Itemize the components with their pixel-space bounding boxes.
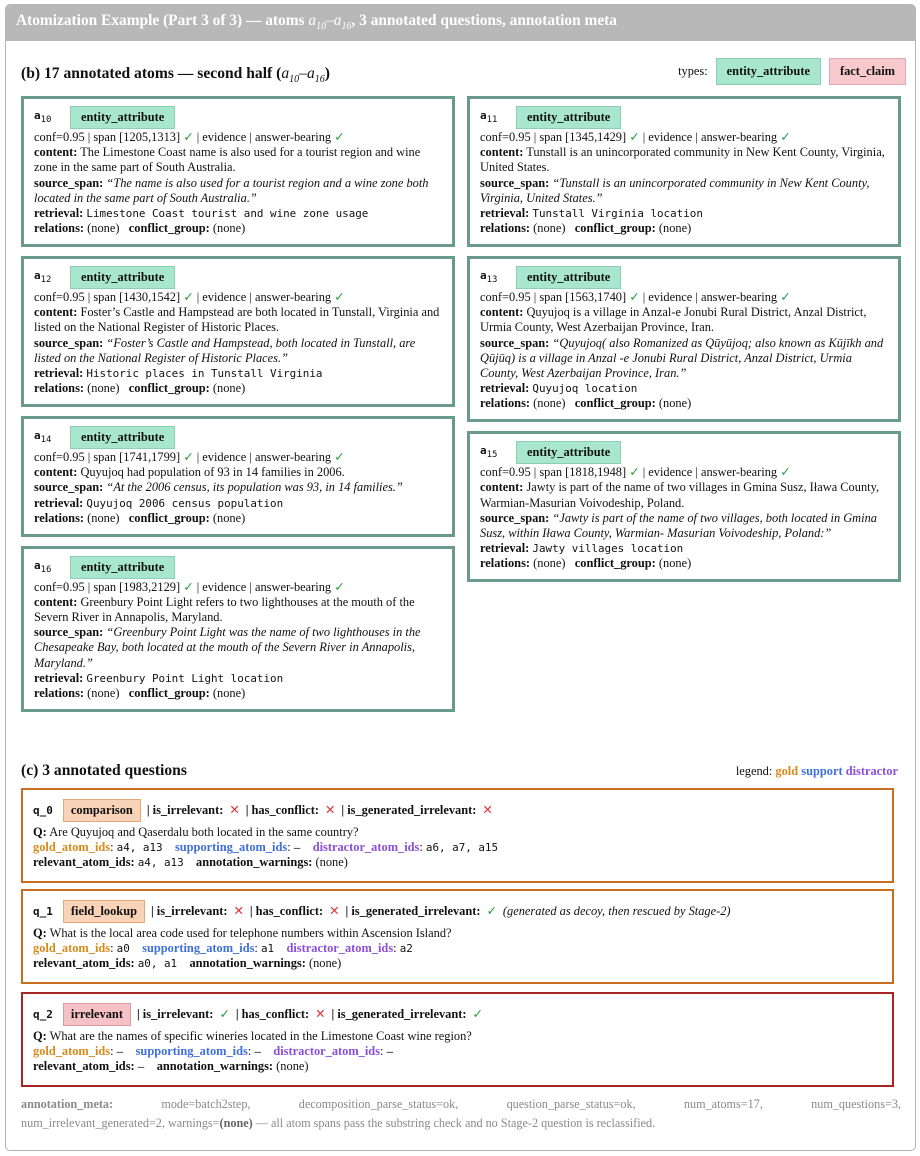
check-icon: ✓ [629,465,640,480]
question-type-badge: comparison [63,799,141,822]
atom-id [480,269,510,286]
question-id: q_2 [33,1007,53,1021]
annotation-meta [21,1095,901,1133]
atom-card [467,431,901,582]
conflict-group-value: (none) [212,685,246,700]
atom-card [21,96,455,247]
atom-source-row [480,511,888,541]
atom-retrieval-row [480,381,888,396]
atom-relations-row [34,511,442,526]
atom-conf-row [34,130,442,145]
atom-evidence-label: | evidence | answer-bearing [196,450,332,465]
atom-relations-row [34,686,442,701]
source-span-label: source_span: [34,335,104,350]
atom-type-badge: entity_attribute [70,556,175,579]
atom-type-badge: entity_attribute [516,441,621,464]
flag-label: | is_generated_irrelevant: [341,803,477,817]
conflict-group-label: conflict_group: [128,685,210,700]
atom-content: Quyujoq had population of 93 in 14 families in 2006. [80,465,345,480]
retrieval-label: retrieval: [34,365,84,380]
question-card [21,889,894,984]
source-span-label: source_span: [480,175,550,190]
relevant-ids-value: a4, a13 [137,856,184,870]
title-text-post: , 3 annotated questions, annotation meta [351,12,617,29]
atom-content: Foster’s Castle and Hampstead are both located in Tunstall, Virginia and listed on the National Register of Historic Places. [34,305,440,335]
relevant-ids-value: — [137,1060,145,1074]
atom-source-span: “Greenbury Point Light was the name of two lighthouses in the Chesapeake Bay, both located at the mouth of the Severn River in Annapolis, Maryland.” [34,625,421,670]
atom-card [21,256,455,407]
question-relevant-row [33,855,882,870]
source-span-label: source_span: [480,510,550,525]
question-ids-row: gold_atom_ids: — supporting_atom_ids: — distractor_atom_ids: — [33,1044,394,1059]
atom-source-span: “Quyujoq( also Romanized as Qūyūjoq; also known as Kūjīkh and Qūjūq) is a village in Anzal -e Jonubi Rural District, Anzal District, Urmia County, West Azerbaijan Province, Iran.” [480,335,884,380]
section-b-heading [21,64,330,86]
flag-label: | is_generated_irrelevant: [331,1007,467,1021]
atom-retrieval: Jawty villages location [532,541,684,555]
check-icon: ✓ [183,450,194,465]
relations-label: relations: [34,685,85,700]
source-span-label: source_span: [34,625,104,640]
legend-label: legend: [735,764,773,778]
question-q-label: Q: [33,926,47,941]
question-legend [736,764,898,779]
atom-header [480,106,888,129]
source-span-label: source_span: [34,175,104,190]
section-b-heading-close: ) [324,65,330,82]
atom-content: Jawty is part of the name of two villages in Gmina Susz, Iława County, Warmian-Masurian Voivodeship, Poland. [480,480,880,510]
content-label: content: [34,305,78,320]
distractor-ids-label: distractor_atom_ids [312,840,420,855]
check-icon: ✓ [780,290,791,305]
legend-gold: gold [775,764,799,778]
atom-id-index: 12 [40,275,52,286]
question-text: What are the names of specific wineries located in the Limestone Coast wine region? [49,1029,472,1044]
question-type-badge: irrelevant [63,1003,131,1026]
relations-value: (none) [533,220,566,235]
conflict-group-value: (none) [658,220,692,235]
check-icon: ✓ [334,450,345,465]
atom-id-letter: a [480,268,487,282]
content-label: content: [34,465,78,480]
relations-label: relations: [34,220,85,235]
atom-conf-span: conf=0.95 | span [1983,2129] [34,579,181,594]
atom-id-letter: a [34,108,41,122]
atom-retrieval: Quyujoq location [532,381,638,395]
relevant-ids-label: relevant_atom_ids: [33,956,135,971]
question-ids-row: gold_atom_ids: a0 supporting_atom_ids: a1 distractor_atom_ids: a2 [33,941,413,956]
atom-header [480,441,888,464]
atom-id [480,444,510,461]
atom-conf-span: conf=0.95 | span [1430,1542] [34,290,181,305]
warnings-label: annotation_warnings: [196,855,313,870]
atom-card [21,416,455,537]
conflict-group-label: conflict_group: [574,396,656,410]
conflict-group-value: (none) [658,396,692,410]
conflict-group-label: conflict_group: [574,556,656,570]
atom-type-badge: entity_attribute [516,266,621,289]
conflict-group-label: conflict_group: [128,380,210,395]
atom-id-index: 11 [486,115,498,126]
check-icon: ✓ [629,130,640,145]
retrieval-label: retrieval: [34,670,84,685]
atom-retrieval: Quyujoq 2006 census population [86,496,284,510]
atom-source-span: “Tunstall is an unincorporated community in New Kent County, Virginia, United States.” [480,175,870,205]
conflict-group-label: conflict_group: [574,220,656,235]
supporting-ids-label: supporting_atom_ids [174,840,288,855]
content-label: content: [34,595,78,609]
check-icon: ✓ [780,465,791,480]
atom-source-span: “Foster’s Castle and Hampstead, both located in Tunstall, are listed on the National Register of Historic Places.” [34,335,416,365]
atom-content-row [34,465,442,480]
atom-evidence-label: | evidence | answer-bearing [642,290,778,305]
relations-value: (none) [87,510,120,525]
atom-retrieval-row [480,206,888,221]
atom-id [34,559,64,576]
check-icon: ✓ [183,579,194,594]
atom-retrieval-row [34,206,442,221]
atoms-column-left [21,96,455,721]
relations-value: (none) [87,220,120,235]
atom-relations-row [480,221,888,236]
meta-warnings-value: (none) [219,1115,253,1130]
relations-label: relations: [480,556,531,570]
atom-relations-row [34,221,442,236]
gold-ids-label: gold_atom_ids [33,840,111,855]
atom-card [467,256,901,422]
question-header [33,900,882,923]
content-label: content: [480,480,524,495]
flag-label: | has_conflict: [245,803,319,817]
question-q-label: Q: [33,825,47,840]
question-text-row [33,926,882,941]
relations-value: (none) [87,380,120,395]
check-icon: ✓ [780,130,791,145]
title-math: $a_{10}-a_{16}$ [308,12,352,33]
question-ids-row: gold_atom_ids: a4, a13 supporting_atom_ids: — distractor_atom_ids: a6, a7, a15 [33,840,499,855]
content-label: content: [34,145,78,160]
atom-id-index: 16 [40,564,52,575]
gold-ids-value: a0 [116,942,130,956]
check-icon: ✓ [219,1007,230,1021]
supporting-ids-value: — [293,841,301,855]
atom-id [34,109,64,126]
question-type-badge: field_lookup [63,900,145,923]
meta-decomposition-status: decomposition_parse_status=ok, [298,1097,459,1111]
types-label: types: [678,64,708,78]
retrieval-label: retrieval: [480,380,530,395]
atom-relations-row [34,381,442,396]
retrieval-label: retrieval: [480,540,530,555]
atom-retrieval-row [34,496,442,511]
atom-id-index: 14 [40,435,52,446]
meta-line2-pre: num_irrelevant_generated=2, warnings= [21,1115,220,1130]
atom-conf-row [480,130,888,145]
flag-label: | is_irrelevant: [150,904,228,918]
cross-icon: ✕ [482,803,493,817]
gold-ids-value: a4, a13 [116,841,163,855]
meta-line2-post: — all atom spans pass the substring check and no Stage-2 question is reclassified. [252,1115,656,1130]
check-icon: ✓ [486,904,497,918]
atom-source-row [34,336,442,366]
flag-label: | is_irrelevant: [146,803,224,817]
relevant-ids-label: relevant_atom_ids: [33,1059,135,1074]
flag-label: | is_irrelevant: [136,1007,214,1021]
atom-content: The Limestone Coast name is also used for a tourist region and wine zone in the same part of South Australia. [34,145,421,175]
question-relevant-row [33,1059,882,1074]
meta-line-2 [21,1114,901,1133]
question-text-row [33,1029,882,1044]
warnings-value: (none) [276,1059,309,1074]
relations-value: (none) [87,685,120,700]
atom-header [34,266,442,289]
retrieval-label: retrieval: [34,205,84,220]
supporting-ids-value: a1 [260,942,275,956]
supporting-ids-value: — [254,1045,261,1059]
meta-num-atoms: num_atoms=17, [683,1097,763,1111]
section-b-math: $a_{10}-a_{16}$ [281,65,325,86]
title-text: Atomization Example (Part 3 of 3) — atoms [16,12,309,29]
meta-num-questions: num_questions=3, [811,1097,901,1111]
atom-conf-row [34,290,442,305]
atom-conf-row [34,580,442,595]
atom-relations-row [480,556,888,571]
atoms-column-right [467,96,901,591]
check-icon: ✓ [334,579,345,594]
source-span-label: source_span: [480,335,550,350]
question-text: What is the local area code used for telephone numbers within Ascension Island? [49,926,452,941]
atom-id-letter: a [34,558,41,572]
cross-icon: ✕ [229,803,240,817]
atom-header [34,106,442,129]
relevant-ids-label: relevant_atom_ids: [33,855,135,870]
question-id: q_0 [33,803,53,817]
relations-label: relations: [480,220,531,235]
atom-retrieval-row [480,541,888,556]
section-b-heading-text: (b) 17 annotated atoms — second half ( [21,65,282,82]
relations-label: relations: [480,396,531,410]
retrieval-label: retrieval: [34,495,84,510]
check-icon: ✓ [629,290,640,305]
atom-evidence-label: | evidence | answer-bearing [196,130,332,145]
atom-type-badge: entity_attribute [516,106,621,129]
question-q-label: Q: [33,1029,47,1044]
relevant-ids-value: a0, a1 [137,957,178,971]
atom-conf-span: conf=0.95 | span [1563,1740] [480,290,627,305]
supporting-ids-label: supporting_atom_ids [142,941,255,956]
atom-conf-span: conf=0.95 | span [1818,1948] [480,465,627,480]
atom-id-letter: a [480,444,487,458]
distractor-ids-value: — [386,1045,394,1059]
atom-conf-span: conf=0.95 | span [1345,1429] [480,130,627,145]
atom-id-index: 15 [486,450,498,461]
atom-card [21,546,455,712]
meta-line-1 [21,1095,901,1114]
retrieval-label: retrieval: [480,205,530,220]
content-label: content: [480,145,524,160]
atom-conf-span: conf=0.95 | span [1741,1799] [34,450,181,465]
atom-retrieval: Greenbury Point Light location [86,671,284,685]
cross-icon: ✕ [233,904,244,918]
atom-id-letter: a [480,108,487,122]
atom-retrieval-row [34,671,442,686]
warnings-label: annotation_warnings: [189,956,306,971]
distractor-ids-value: a6, a7, a15 [425,841,499,855]
type-entity-attribute-badge: entity_attribute [716,58,821,85]
check-icon: ✓ [183,290,194,305]
question-id: q_1 [33,904,53,918]
atom-type-badge: entity_attribute [70,106,175,129]
relations-value: (none) [533,556,566,570]
type-fact-claim-badge: fact_claim [829,58,906,85]
atom-content: Tunstall is an unincorporated community in New Kent County, Virginia, United States. [480,145,885,175]
atom-retrieval: Limestone Coast tourist and wine zone usage [86,206,369,220]
question-card [21,992,894,1087]
flag-label: | has_conflict: [249,904,324,918]
conflict-group-value: (none) [212,380,246,395]
conflict-group-value: (none) [212,220,246,235]
conflict-group-value: (none) [212,510,246,525]
atom-id-index: 13 [486,275,498,286]
warnings-value: (none) [308,956,342,971]
atom-content-row [480,145,888,175]
question-card [21,788,894,883]
distractor-ids-value: a2 [399,942,413,956]
atom-content-row [480,480,888,510]
check-icon: ✓ [472,1007,483,1021]
meta-label: annotation_meta: [21,1097,114,1111]
legend-distractor: distractor [845,764,898,778]
atom-id-letter: a [34,268,41,282]
atom-type-badge: entity_attribute [70,266,175,289]
atom-content-row [480,305,888,335]
atom-header [34,426,442,449]
types-legend [678,58,906,85]
question-relevant-row [33,956,882,971]
atom-retrieval-row [34,366,442,381]
atom-relations-row [480,396,888,411]
atom-id-letter: a [34,428,41,442]
atom-source-row [480,176,888,206]
question-text: Are Quyujoq and Qaserdalu both located in the same country? [49,825,359,840]
warnings-value: (none) [315,855,348,870]
atom-content: Quyujoq is a village in Anzal-e Jonubi Rural District, Anzal District, Urmia County, West Azerbaijan Province, Iran. [480,305,867,335]
legend-support: support [801,764,843,778]
supporting-ids-label: supporting_atom_ids [135,1044,248,1059]
section-c-heading: (c) 3 annotated questions [21,762,187,779]
cross-icon: ✕ [329,904,340,918]
gold-ids-label: gold_atom_ids [33,941,111,956]
atom-source-row [34,176,442,206]
atom-header [34,556,442,579]
atom-card [467,96,901,247]
atom-source-row [34,625,442,670]
atom-evidence-label: | evidence | answer-bearing [196,290,332,305]
atom-id [34,269,64,286]
relations-label: relations: [34,510,85,525]
question-header [33,799,882,822]
atom-conf-row [34,450,442,465]
warnings-label: annotation_warnings: [156,1059,274,1074]
atom-retrieval: Tunstall Virginia location [532,206,703,220]
atom-source-span: “Jawty is part of the name of two villages, both located in Gmina Susz, within Iława County, Warmian- Masurian Voivodeship, Poland:” [480,510,877,540]
check-icon: ✓ [334,290,345,305]
conflict-group-label: conflict_group: [128,510,210,525]
atom-content: Greenbury Point Light refers to two lighthouses at the mouth of the Severn River in Annapolis, Maryland. [34,595,415,625]
relations-value: (none) [533,396,566,410]
flag-label: | has_conflict: [235,1007,310,1021]
cross-icon: ✕ [315,1007,326,1021]
check-icon: ✓ [183,130,194,145]
atom-source-row [34,480,442,495]
flag-label: | is_generated_irrelevant: [345,904,481,918]
distractor-ids-label: distractor_atom_ids [273,1044,381,1059]
cross-icon: ✕ [325,803,336,817]
distractor-ids-label: distractor_atom_ids [286,941,394,956]
conflict-group-label: conflict_group: [128,220,210,235]
panel-title [6,5,915,41]
atom-content-row [34,595,442,625]
atom-conf-span: conf=0.95 | span [1205,1313] [34,130,181,145]
question-note: (generated as decoy, then rescued by Stage-2) [502,904,731,918]
check-icon: ✓ [334,130,345,145]
atom-id [34,429,64,446]
atom-id [480,109,510,126]
atom-source-span: “At the 2006 census, its population was 93, in 14 families.” [106,480,403,495]
conflict-group-value: (none) [658,556,692,570]
atom-type-badge: entity_attribute [70,426,175,449]
atom-evidence-label: | evidence | answer-bearing [642,465,778,480]
source-span-label: source_span: [34,480,104,495]
atom-evidence-label: | evidence | answer-bearing [196,579,332,594]
atom-content-row [34,305,442,335]
atom-conf-row [480,290,888,305]
atom-content-row [34,145,442,175]
atom-retrieval: Historic places in Tunstall Virginia [86,366,323,380]
meta-mode: mode=batch2step, [161,1097,251,1111]
atom-header [480,266,888,289]
atom-evidence-label: | evidence | answer-bearing [642,130,778,145]
atom-id-index: 10 [40,115,52,126]
gold-ids-label: gold_atom_ids [33,1044,111,1059]
question-text-row [33,825,882,840]
content-label: content: [480,305,524,320]
question-header [33,1003,882,1026]
atom-conf-row [480,465,888,480]
relations-label: relations: [34,380,85,395]
atom-source-span: “The name is also used for a tourist region and a wine zone both located in the same part of South Australia.” [34,175,429,205]
meta-question-parse-status: question_parse_status=ok, [506,1097,636,1111]
gold-ids-value: — [116,1045,124,1059]
atom-source-row [480,336,888,381]
